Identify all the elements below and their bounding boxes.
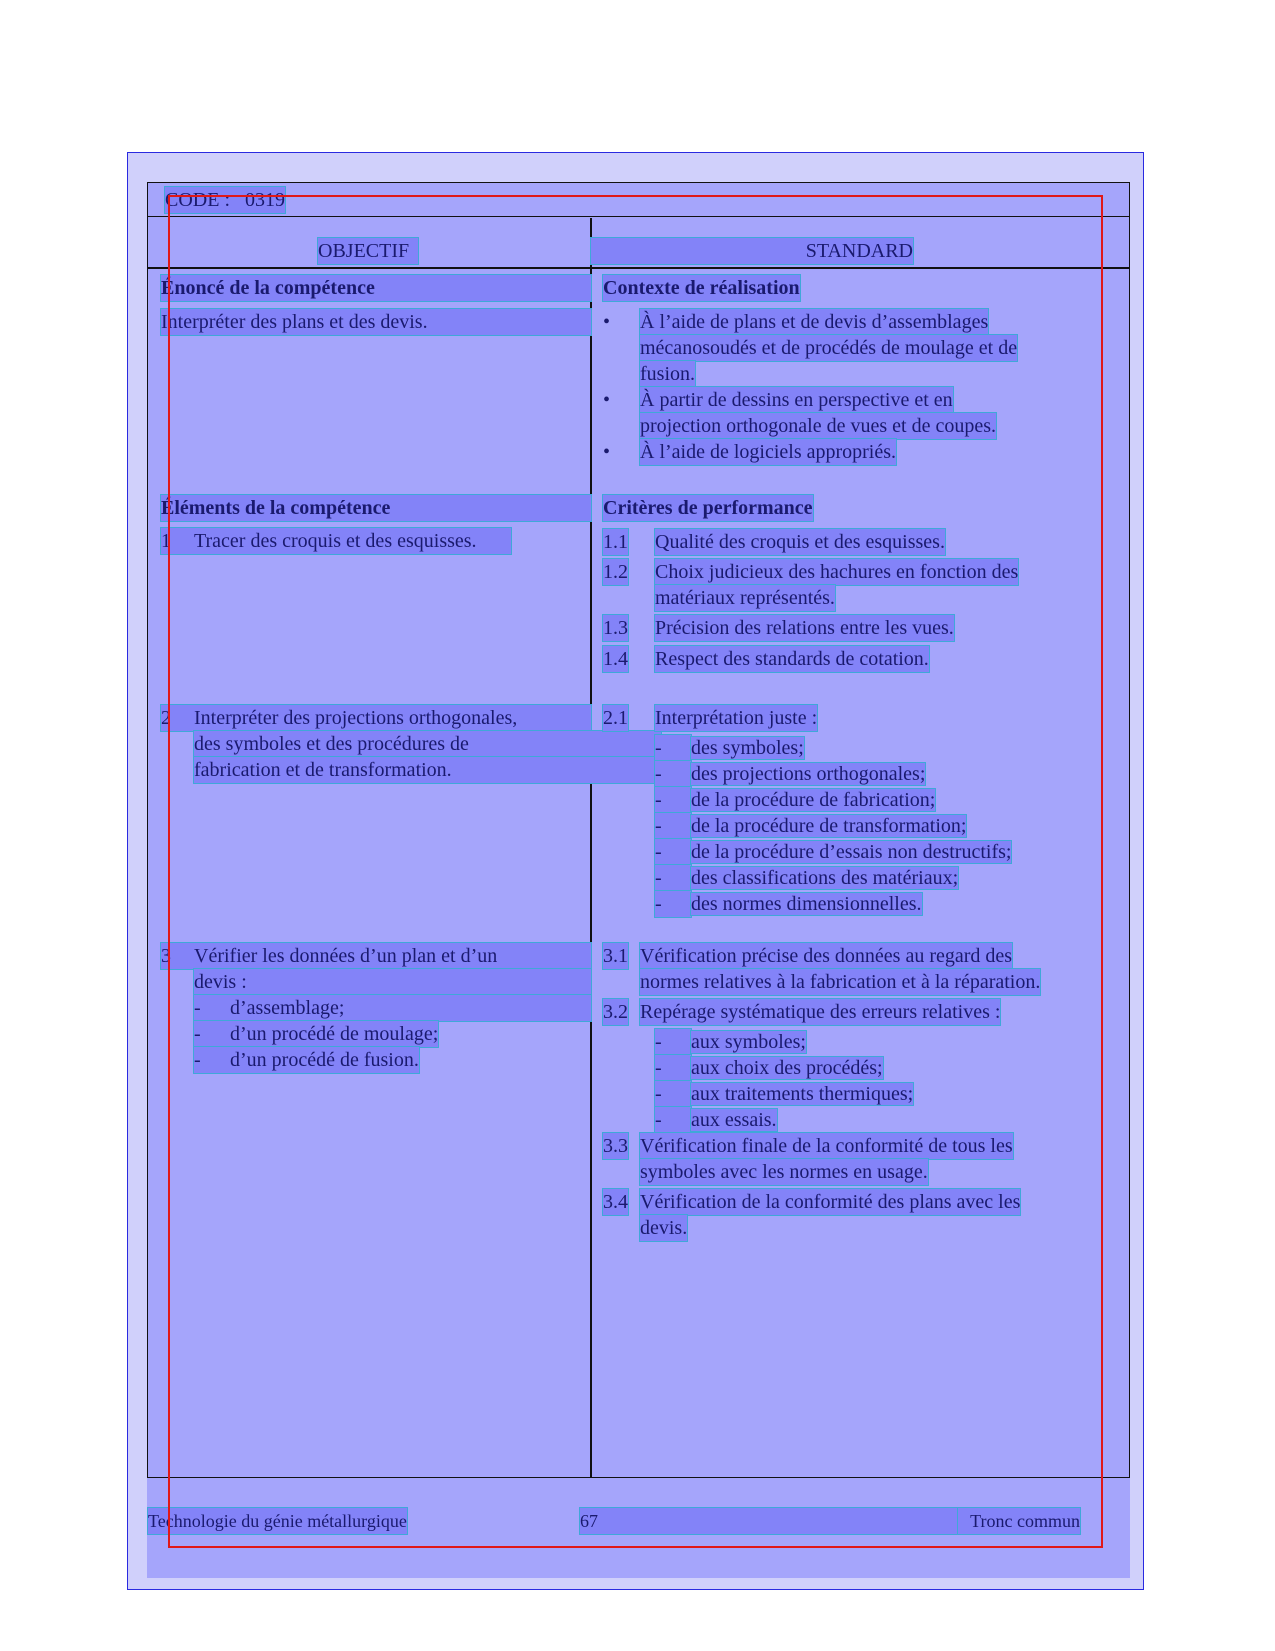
code-label: CODE : 0319: [165, 189, 285, 211]
critere-text: Choix judicieux des hachures en fonction des: [655, 561, 1019, 583]
critere-text: Vérification précise des données au regard des: [640, 945, 1013, 967]
critere-text: Vérification de la conformité des plans avec les: [640, 1191, 1021, 1213]
enonce-text: Interpréter des plans et des devis.: [161, 309, 591, 335]
element-number: 1: [161, 530, 171, 552]
footer-title: Technologie du génie métallurgique: [148, 1508, 407, 1534]
contexte-item-line: projection orthogonale de vues et de coupes.: [640, 415, 996, 437]
column-header-standard: STANDARD: [591, 238, 913, 264]
enonce-title: Énoncé de la compétence: [161, 275, 591, 301]
contexte-bullet: •: [603, 311, 611, 333]
critere-text: Repérage systématique des erreurs relatives :: [640, 1001, 1001, 1023]
element-number: 2: [161, 707, 171, 729]
contexte-item-line: fusion.: [640, 363, 695, 385]
header-underline: [147, 216, 1130, 217]
critere-text: Respect des standards de cotation.: [655, 648, 929, 670]
contexte-item: À partir de dessins en perspective et en: [640, 389, 953, 411]
contexte-bullet: •: [603, 389, 611, 411]
contexte-title: Contexte de réalisation: [603, 277, 800, 299]
critere-sub-item: - des projections orthogonales;: [655, 763, 926, 785]
page-number: 67: [580, 1508, 958, 1534]
element-3: 3 Vérifier les données d’un plan et d’un: [161, 943, 591, 969]
column-divider: [590, 218, 592, 1478]
critere-number: 3.3: [603, 1135, 628, 1157]
critere-sub-item: - aux choix des procédés;: [655, 1057, 883, 1079]
critere-sub-item: - de la procédure d’essais non destructifs;: [655, 841, 1012, 863]
critere-sub-item: - de la procédure de transformation;: [655, 815, 967, 837]
competence-table: [147, 182, 1130, 1478]
element-number: 3: [161, 945, 171, 967]
critere-sub-item: - aux traitements thermiques;: [655, 1083, 914, 1105]
element-2-line: fabrication et de transformation.: [194, 757, 661, 783]
column-header-rule: [147, 267, 1130, 269]
critere-sub-item: - des symboles;: [655, 737, 804, 759]
code-value: 0319: [245, 189, 285, 211]
criteres-title: Critères de performance: [603, 497, 813, 519]
critere-text: Précision des relations entre les vues.: [655, 617, 954, 639]
critere-number: 1.4: [603, 648, 628, 670]
critere-number: 2.1: [603, 707, 628, 729]
critere-sub-item: - aux symboles;: [655, 1031, 806, 1053]
critere-text: Qualité des croquis et des esquisses.: [655, 531, 945, 553]
contexte-item-line: mécanosoudés et de procédés de moulage et de: [640, 337, 1018, 359]
element-2-line: des symboles et des procédures de: [194, 731, 661, 757]
column-header-objectif: OBJECTIF: [318, 238, 418, 264]
critere-text-line: normes relatives à la fabrication et à la réparation.: [640, 971, 1041, 993]
contexte-item: À l’aide de plans et de devis d’assemblages: [640, 311, 989, 333]
contexte-item: À l’aide de logiciels appropriés.: [640, 441, 897, 463]
critere-sub-item: - des normes dimensionnelles.: [655, 893, 922, 915]
element-1: 1 Tracer des croquis et des esquisses.: [161, 528, 511, 554]
critere-text-line: symboles avec les normes en usage.: [640, 1161, 928, 1183]
critere-sub-item: - des classifications des matériaux;: [655, 867, 959, 889]
critere-number: 3.2: [603, 1001, 628, 1023]
elements-title: Éléments de la compétence: [161, 495, 591, 521]
critere-number: 3.1: [603, 945, 628, 967]
critere-number: 1.1: [603, 531, 628, 553]
element-2: 2 Interpréter des projections orthogonales,: [161, 705, 591, 731]
element-3-sub: - d’un procédé de moulage;: [194, 1023, 439, 1045]
critere-number: 1.3: [603, 617, 628, 639]
critere-text-line: devis.: [640, 1217, 688, 1239]
element-3-line: devis :: [194, 969, 591, 995]
critere-number: 1.2: [603, 561, 628, 583]
element-3-sub: - d’un procédé de fusion.: [194, 1049, 419, 1071]
critere-number: 3.4: [603, 1191, 628, 1213]
critere-sub-item: - de la procédure de fabrication;: [655, 789, 936, 811]
critere-text: Vérification finale de la conformité de tous les: [640, 1135, 1013, 1157]
critere-text: Interprétation juste :: [655, 707, 818, 729]
critere-text-line: matériaux représentés.: [655, 587, 835, 609]
footer-section: Tronc commun: [958, 1508, 1080, 1534]
contexte-bullet: •: [603, 441, 611, 463]
element-3-sub: - d’assemblage;: [194, 995, 591, 1021]
critere-sub-item: - aux essais.: [655, 1109, 777, 1131]
